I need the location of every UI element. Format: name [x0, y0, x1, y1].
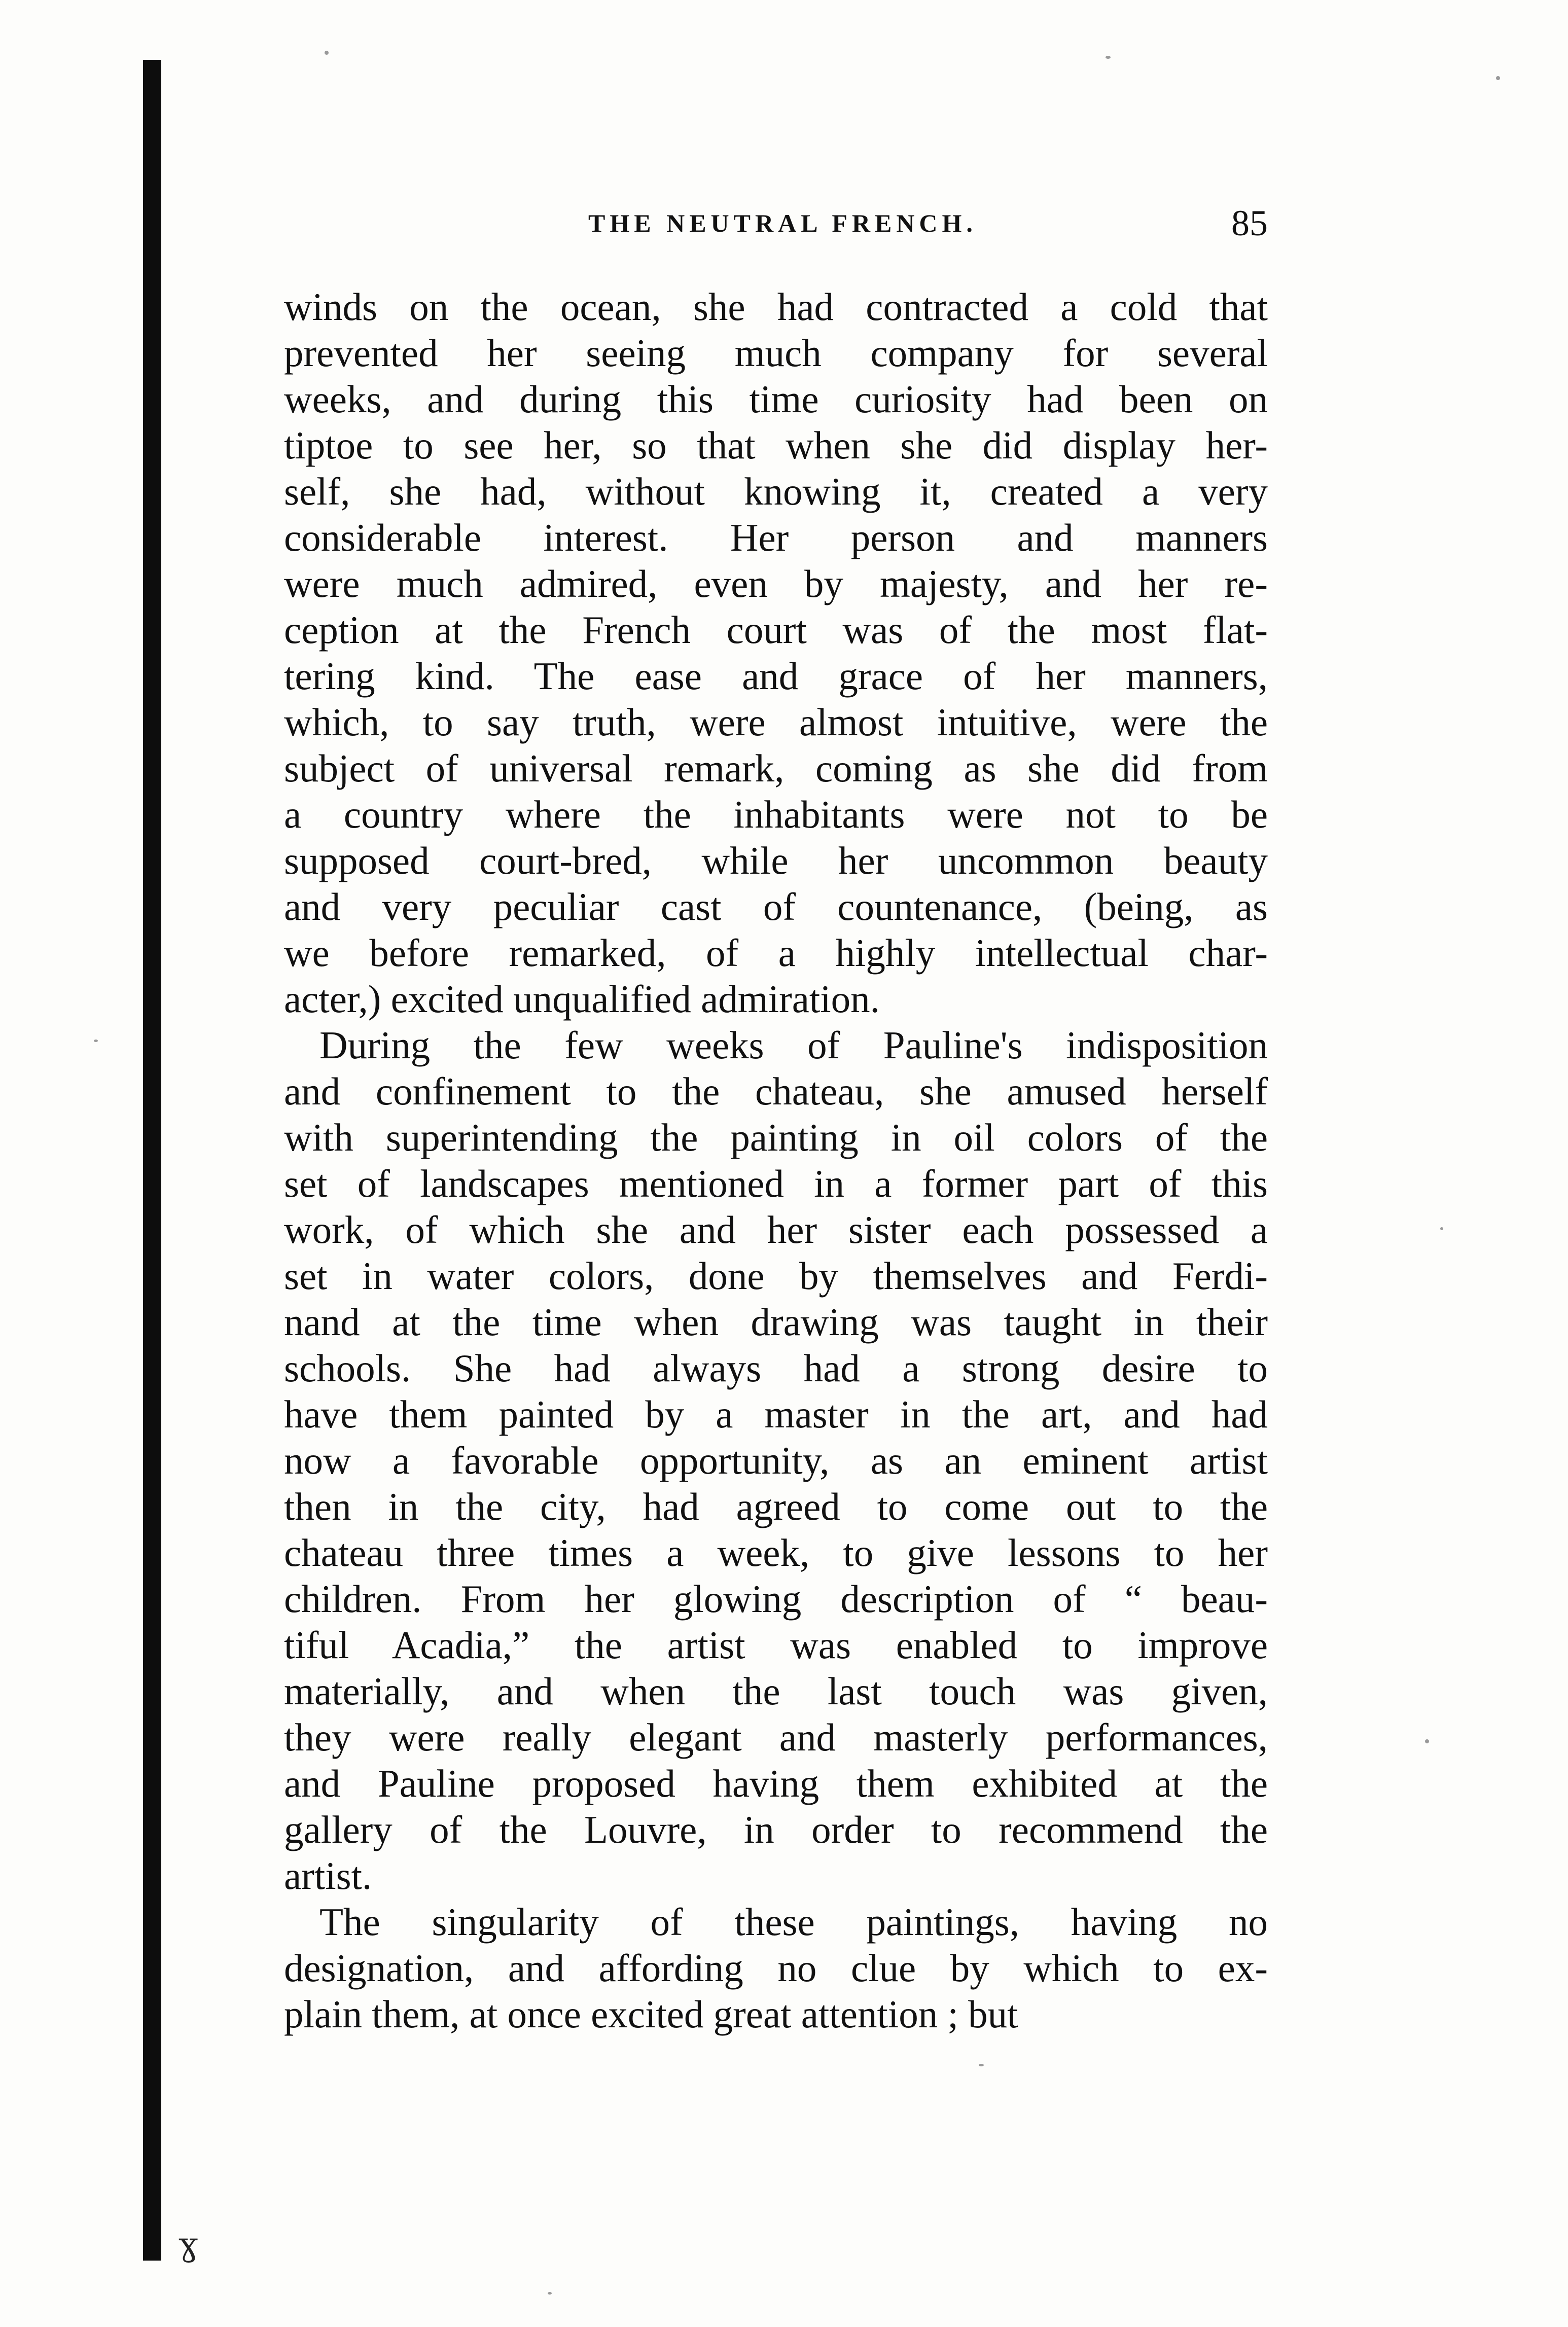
text-line: tering kind. The ease and grace of her manners, [284, 654, 1268, 698]
text-line: and very peculiar cast of countenance, (being, as [284, 885, 1268, 928]
text-line: winds on the ocean, she had contracted a cold that [284, 285, 1268, 329]
text-line: tiful Acadia,” the artist was enabled to improve [284, 1623, 1268, 1667]
running-head [304, 200, 1268, 246]
text-line: a country where the inhabitants were not to be [284, 793, 1268, 836]
paragraph [284, 284, 1268, 1022]
scan-speck [548, 2292, 552, 2295]
text-line: and Pauline proposed having them exhibited at the [284, 1762, 1268, 1805]
text-line: have them painted by a master in the art, and had [284, 1392, 1268, 1436]
body-text [284, 284, 1268, 2037]
text-line: artist. [284, 1854, 372, 1898]
text-line: set in water colors, done by themselves and Ferdi- [284, 1254, 1268, 1298]
text-line: supposed court-bred, while her uncommon beauty [284, 839, 1268, 882]
text-line: then in the city, had agreed to come out to the [284, 1485, 1268, 1528]
text-line: gallery of the Louvre, in order to recommend the [284, 1808, 1268, 1851]
text-line: subject of universal remark, coming as she did from [284, 746, 1268, 790]
paragraph [284, 1899, 1268, 2037]
text-line: designation, and affording no clue by which to ex- [284, 1946, 1268, 1990]
text-line: considerable interest. Her person and manners [284, 516, 1268, 559]
text-line: materially, and when the last touch was given, [284, 1669, 1268, 1713]
text-line: which, to say truth, were almost intuitive, were the [284, 700, 1268, 744]
text-line: tiptoe to see her, so that when she did display her- [284, 423, 1268, 467]
paragraph [284, 1022, 1268, 1899]
text-line: work, of which she and her sister each possessed a [284, 1208, 1268, 1251]
scan-speck [325, 51, 329, 55]
scan-speck [1106, 56, 1111, 59]
scan-speck [979, 2064, 984, 2066]
running-title: THE NEUTRAL FRENCH. [588, 209, 977, 237]
binding-mark: ɣ [179, 2226, 198, 2264]
page-number: 85 [1231, 203, 1268, 243]
text-line: they were really elegant and masterly performances, [284, 1715, 1268, 1759]
text-line: now a favorable opportunity, as an eminent artist [284, 1439, 1268, 1482]
text-line: and confinement to the chateau, she amused herself [284, 1069, 1268, 1113]
text-line: ception at the French court was of the most flat- [284, 608, 1268, 652]
text-line: The singularity of these paintings, having no [319, 1900, 1268, 1944]
text-line: children. From her glowing description of “ beau- [284, 1577, 1268, 1621]
scan-speck [94, 1040, 98, 1042]
text-line: chateau three times a week, to give lessons to her [284, 1531, 1268, 1574]
text-line: acter,) excited unqualified admiration. [284, 977, 880, 1021]
scan-speck [1496, 76, 1500, 80]
text-line: During the few weeks of Pauline's indisposition [319, 1023, 1268, 1067]
text-line: with superintending the painting in oil colors of the [284, 1116, 1268, 1159]
text-line: self, she had, without knowing it, created a very [284, 470, 1268, 513]
text-line: weeks, and during this time curiosity had been on [284, 377, 1268, 421]
scan-speck [1425, 1739, 1429, 1743]
text-line: schools. She had always had a strong desire to [284, 1346, 1268, 1390]
text-line: set of landscapes mentioned in a former part of this [284, 1162, 1268, 1205]
binding-shadow [143, 60, 161, 2261]
text-line: prevented her seeing much company for several [284, 331, 1268, 375]
text-line: nand at the time when drawing was taught in their [284, 1300, 1268, 1344]
text-line: we before remarked, of a highly intellectual char- [284, 931, 1268, 975]
text-line: were much admired, even by majesty, and her re- [284, 562, 1268, 605]
text-line: plain them, at once excited great attention ; but [284, 1992, 1018, 2036]
scan-speck [1440, 1227, 1443, 1230]
